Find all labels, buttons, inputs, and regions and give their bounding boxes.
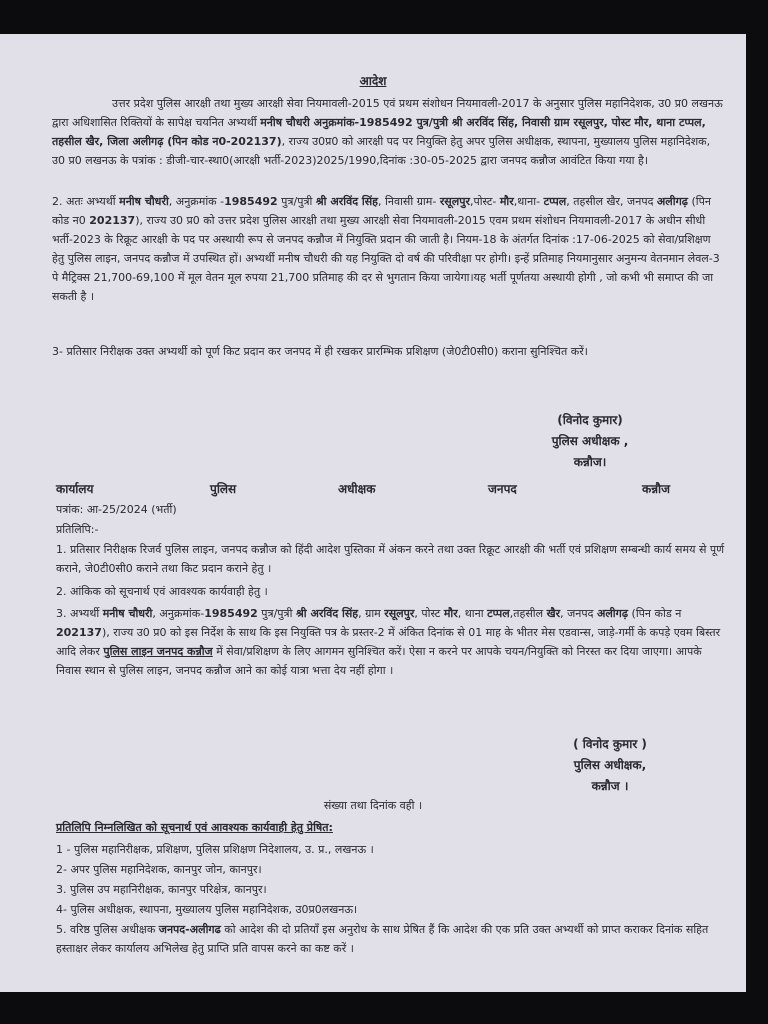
copy3-o: , जनपद bbox=[560, 607, 597, 620]
copy3-tehsil: खैर bbox=[546, 607, 561, 620]
forward-item-5 bbox=[56, 920, 726, 958]
forward-item-4: 4- पुलिस अधीक्षक, स्थापना, मुख्यालय पुलिस महानिदेशक, उ0प्र0लखनऊ। bbox=[56, 903, 358, 916]
para2-post: मौर bbox=[499, 195, 514, 208]
copy3-m: ,तहसील bbox=[509, 607, 547, 620]
office-line bbox=[56, 480, 696, 500]
signature-block-1 bbox=[500, 410, 680, 473]
para2-m: , तहसील खैर, जनपद bbox=[566, 195, 657, 208]
copy-item-2: 2. आंकिक को सूचनार्थ एवं आवश्यक कार्यवाही हेतु । bbox=[56, 585, 268, 598]
copy-item-3 bbox=[56, 604, 726, 680]
copy3-a: 3. अभ्यर्थी bbox=[56, 607, 103, 620]
para2-g: , निवासी ग्राम- bbox=[378, 195, 440, 208]
reference-number: पत्रांक: आ-25/2024 (भर्ती) bbox=[56, 503, 177, 516]
para2-pin: 202137 bbox=[89, 214, 136, 227]
copy3-g: , ग्राम bbox=[358, 607, 385, 620]
para1-candidate-details: मनीष चौधरी अनुक्रमांक-1985492 पुत्र/पुत्री श्री अरविंद सिंह, निवासी ग्राम रसूलपुर, पोस्ट मौर, थाना टप्पल, तहसील खैर, जिला अलीगढ़ (पिन कोड न0-202137) bbox=[52, 116, 706, 148]
para2-k: ,थाना- bbox=[513, 195, 544, 208]
copy3-village: रसूलपुर bbox=[384, 607, 415, 620]
office-word-3: अधीक्षक bbox=[338, 482, 376, 496]
copy3-s: ), राज्य उ0 प्र0 को इस निर्देश के साथ कि इस नियुक्ति पत्र के प्रस्तर-2 में अंकित दिनांक से 01 माह के भीतर मेस एडवान्स, जाड़े-गर्मी के कपड़े एवम बिस्तर आदि लेकर bbox=[56, 626, 721, 658]
copy-heading: प्रतिलिपि:- bbox=[56, 523, 99, 536]
para1-text-c: , राज्य उ0प्र0 को आरक्षी पद पर नियुक्ति हेतु अपर पुलिस अधीक्षक, स्थापना, मुख्यालय पुलिस महानिदेशक, उ0 प्र0 लखनऊ के पत्रांक : डीजी-चार-स्था0(आरक्षी भर्ती-2023)2025/1990,दिनांक :30-05-2025 द्वारा जनपद कन्नौज आवंटित किया गया है। bbox=[52, 135, 711, 167]
signatory-place-2: कन्नौज । bbox=[591, 779, 629, 793]
para2-thana: टप्पल bbox=[543, 195, 567, 208]
signatory-post: पुलिस अधीक्षक , bbox=[551, 434, 629, 448]
copy3-pin: 202137 bbox=[56, 626, 102, 639]
copy3-roll-no: 1985492 bbox=[204, 607, 258, 620]
copy3-district: अलीगढ़ bbox=[596, 607, 629, 620]
copy3-q: (पिन कोड न bbox=[628, 607, 682, 620]
number-date-line: संख्या तथा दिनांक वही । bbox=[323, 799, 423, 812]
copy3-c: , अनुक्रमांक- bbox=[152, 607, 205, 620]
para2-father: श्री अरविंद सिंह bbox=[315, 195, 379, 208]
office-word-4: जनपद bbox=[488, 482, 517, 496]
paragraph-2 bbox=[52, 192, 724, 306]
paragraph-3: 3- प्रतिसार निरीक्षक उक्त अभ्यर्थी को पूर्ण किट प्रदान कर जनपद में ही रखकर प्रारम्भिक प्रशिक्षण (जे0टी0सी0) कराना सुनिश्चित करें। bbox=[52, 345, 588, 358]
copy3-u: में सेवा/प्रशिक्षण के लिए आगमन सुनिश्चित करें। ऐसा न करने पर आपके चयन/नियुक्ति को निरस्त कर दिया जाएगा। आपके निवास स्थान से पुलिस लाइन, जनपद कन्नौज आने का कोई यात्रा भत्ता देय नहीं होगा । bbox=[56, 645, 702, 677]
forward-item-3: 3. पुलिस उप महानिरीक्षक, कानपुर परिक्षेत्र, कानपुर। bbox=[56, 883, 267, 896]
signature-block-2 bbox=[520, 734, 700, 797]
copy-item-1: 1. प्रतिसार निरीक्षक रिजर्व पुलिस लाइन, जनपद कन्नौज को हिंदी आदेश पुस्तिका में अंकन करने तथा उक्त रिक्रूट आरक्षी की भर्ती एवं प्रशिक्षण सम्बन्धी कार्य समय से पूर्ण कराने, जे0टी0सी0 कराने तथा किट प्रदान कराने हेतु । bbox=[56, 543, 725, 575]
office-word-2: पुलिस bbox=[210, 482, 237, 496]
paragraph-1 bbox=[52, 94, 724, 170]
fwd5-c: को आदेश की दो प्रतियाँ इस अनुरोध के साथ प्रेषित हैं कि आदेश की एक प्रति उक्त अभ्यर्थी को प्राप्त कराकर दिनांक सहित हस्ताक्षर लेकर कार्यालय अभिलेख हेतु प्राप्ति प्रति वापस करने का कष्ट करें । bbox=[56, 923, 709, 955]
signatory-place: कन्नौज। bbox=[573, 455, 607, 469]
signatory-name: (विनोद कुमार) bbox=[557, 413, 623, 427]
fwd5-district: जनपद-अलीगढ bbox=[158, 923, 221, 936]
para2-o: (पिन कोड न0 bbox=[52, 195, 712, 227]
forwarding-heading: प्रतिलिपि निम्नलिखित को सूचनार्थ एवं आवश्यक कार्यवाही हेतु प्रेषित: bbox=[56, 821, 333, 834]
office-word-1: कार्यालय bbox=[56, 482, 94, 496]
para2-i: ,पोस्ट- bbox=[469, 195, 500, 208]
order-document bbox=[0, 34, 746, 992]
para2-e: पुत्र/पुत्री bbox=[277, 195, 316, 208]
para2-a: 2. अतः अभ्यर्थी bbox=[52, 195, 120, 208]
copy3-police-lines: पुलिस लाइन जनपद कन्नौज bbox=[103, 645, 213, 658]
para2-village: रसूलपुर bbox=[439, 195, 470, 208]
copy3-post: मौर bbox=[443, 607, 458, 620]
forward-item-1: 1 - पुलिस महानिरीक्षक, प्रशिक्षण, पुलिस प्रशिक्षण निदेशालय, उ. प्र., लखनऊ । bbox=[56, 843, 374, 856]
para2-district: अलीगढ़ bbox=[656, 195, 689, 208]
office-word-5: कन्नौज bbox=[642, 482, 671, 496]
para2-c: , अनुक्रमांक - bbox=[168, 195, 225, 208]
forward-item-2: 2- अपर पुलिस महानिदेशक, कानपुर जोन, कानपुर। bbox=[56, 863, 262, 876]
signatory-post-2: पुलिस अधीक्षक, bbox=[573, 758, 647, 772]
signatory-name-2: ( विनोद कुमार ) bbox=[573, 737, 647, 751]
document-title: आदेश bbox=[359, 74, 387, 88]
copy3-e: पुत्र/पुत्री bbox=[257, 607, 296, 620]
copy3-name: मनीष चौधरी bbox=[102, 607, 153, 620]
copy3-i: , पोस्ट bbox=[414, 607, 444, 620]
copy3-thana: टप्पल bbox=[487, 607, 510, 620]
fwd5-a: 5. वरिष्ठ पुलिस अधीक्षक bbox=[56, 923, 159, 936]
para2-name: मनीष चौधरी bbox=[119, 195, 169, 208]
para2-roll-no: 1985492 bbox=[224, 195, 278, 208]
copy3-k: , थाना bbox=[457, 607, 488, 620]
para2-q: ), राज्य उ0 प्र0 को उत्तर प्रदेश पुलिस आरक्षी तथा मुख्य आरक्षी सेवा नियमावली-2015 एवम प्रथम संशोधन नियमावली-2017 के अधीन सीधी भर्ती-2023 के रिक्रूट आरक्षी के पद पर अस्थायी रूप से जनपद कन्नौज में नियुक्ति प्रदान की जाती है। नियम-18 के अंतर्गत दिनांक :17-06-2025 को सेवा/प्रशिक्षण हेतु पुलिस लाइन, जनपद कन्नौज में उपस्थित हों। अभ्यर्थी मनीष चौधरी की यह नियुक्ति दो वर्ष की परिवीक्षा पर होगी। इन्हें प्रतिमाह नियमानुसार अनुमन्य वेतनमान लेवल-3 पे मैट्रिक्स 21,700-69,100 में मूल वेतन मूल रुपया 21,700 प्रतिमाह की दर से भुगतान किया जायेगा।यह भर्ती पूर्णतया अस्थायी होगी , जो कभी भी समाप्त की जा सकती है । bbox=[52, 214, 720, 303]
copy3-father: श्री अरविंद सिंह bbox=[295, 607, 359, 620]
para1-text-a: उत्तर प्रदेश पुलिस आरक्षी तथा मुख्य आरक्षी सेवा नियमावली-2015 एवं प्रथम संशोधन नियमावली-2017 के अनुसार पुलिस महानिदेशक, उ0 प्र0 लखनऊ द्वारा अधिशासित रिक्तियों के सापेक्ष चयनित अभ्यर्थी bbox=[52, 97, 723, 129]
